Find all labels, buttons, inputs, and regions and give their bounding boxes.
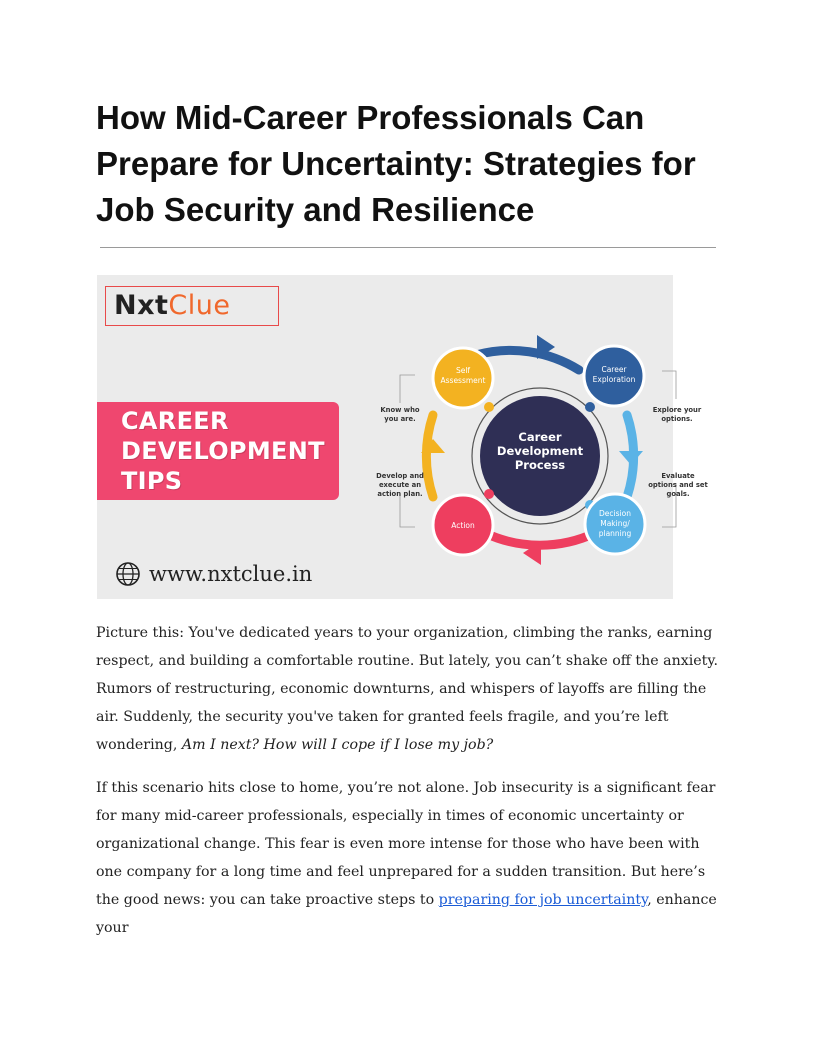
note-evaluate-1: Evaluate [661, 472, 695, 480]
logo-text-nxt: Nxt [114, 290, 169, 321]
node-career-label-2: Exploration [592, 375, 636, 384]
note-evaluate-2: options and set [648, 481, 708, 489]
paragraph-2-tail: , enhance your [96, 892, 717, 936]
note-know-2: you are. [384, 415, 416, 423]
note-explore-1: Explore your [652, 406, 702, 414]
node-decision-label-2: Making/ [600, 519, 630, 528]
logo-text-clue: Clue [168, 290, 231, 321]
node-action-label: Action [451, 521, 475, 530]
note-evaluate-3: goals. [666, 490, 690, 498]
note-explore-2: options. [661, 415, 693, 423]
title-divider [100, 247, 716, 248]
arrow-right [619, 451, 643, 465]
tips-line-3: TIPS [121, 467, 183, 495]
career-process-diagram [97, 275, 708, 599]
dot-self [484, 402, 494, 412]
tips-line-1: CAREER [121, 407, 229, 435]
preparing-job-uncertainty-link[interactable]: preparing for job uncertainty [438, 892, 648, 908]
paragraph-2 [96, 774, 722, 942]
center-label-line3: Process [514, 458, 566, 472]
node-decision-label-3: planning [598, 529, 632, 538]
node-career-label-1: Career [601, 365, 627, 374]
note-develop-2: execute an [378, 481, 422, 489]
center-label-line2: Development [496, 444, 584, 458]
node-self-label-1: Self [455, 366, 471, 375]
bracket-explore [662, 371, 676, 399]
dot-action [484, 489, 494, 499]
center-label-line1: Career [518, 430, 562, 444]
document-title: How Mid-Career Professionals Can Prepare for Uncertainty: Strategies for Job Security and Resilience [96, 99, 696, 228]
dot-career [585, 402, 595, 412]
node-decision-label-1: Decision [599, 509, 631, 518]
note-know-1: Know who [380, 406, 420, 414]
tips-line-2: DEVELOPMENT [121, 437, 325, 465]
website-url: www.nxtclue.in [149, 562, 313, 586]
globe-icon [115, 561, 141, 587]
paragraph-1 [96, 619, 722, 759]
note-develop-3: action plan. [377, 490, 423, 498]
note-develop-1: Develop and [376, 472, 424, 480]
bracket-know [400, 375, 415, 403]
node-self-label-2: Assessment [440, 376, 486, 385]
paragraph-2-text: If this scenario hits close to home, you’re not alone. Job insecurity is a significant fear for many mid-career professionals, especially in times of economic uncertainty or organizational change. This fear is even more intense for those who have been with one company for a long time and feel unprepared for a sudden transition. But here’s the good news: you can take proactive steps to [96, 780, 716, 908]
paragraph-1-text: Picture this: You've dedicated years to your organization, climbing the ranks, earning respect, and building a comfortable routine. But lately, you can’t shake off the anxiety. Rumors of restructuring, economic downturns, and whispers of layoffs are filling the air. Suddenly, the security you've taken for granted feels fragile, and you’re left wondering, [96, 625, 719, 753]
website-label [115, 560, 312, 588]
paragraph-1-italic: Am I next? How will I cope if I lose my job? [181, 737, 494, 753]
career-banner-image [97, 275, 708, 599]
bracket-develop [400, 493, 415, 527]
arc-left [426, 415, 433, 497]
